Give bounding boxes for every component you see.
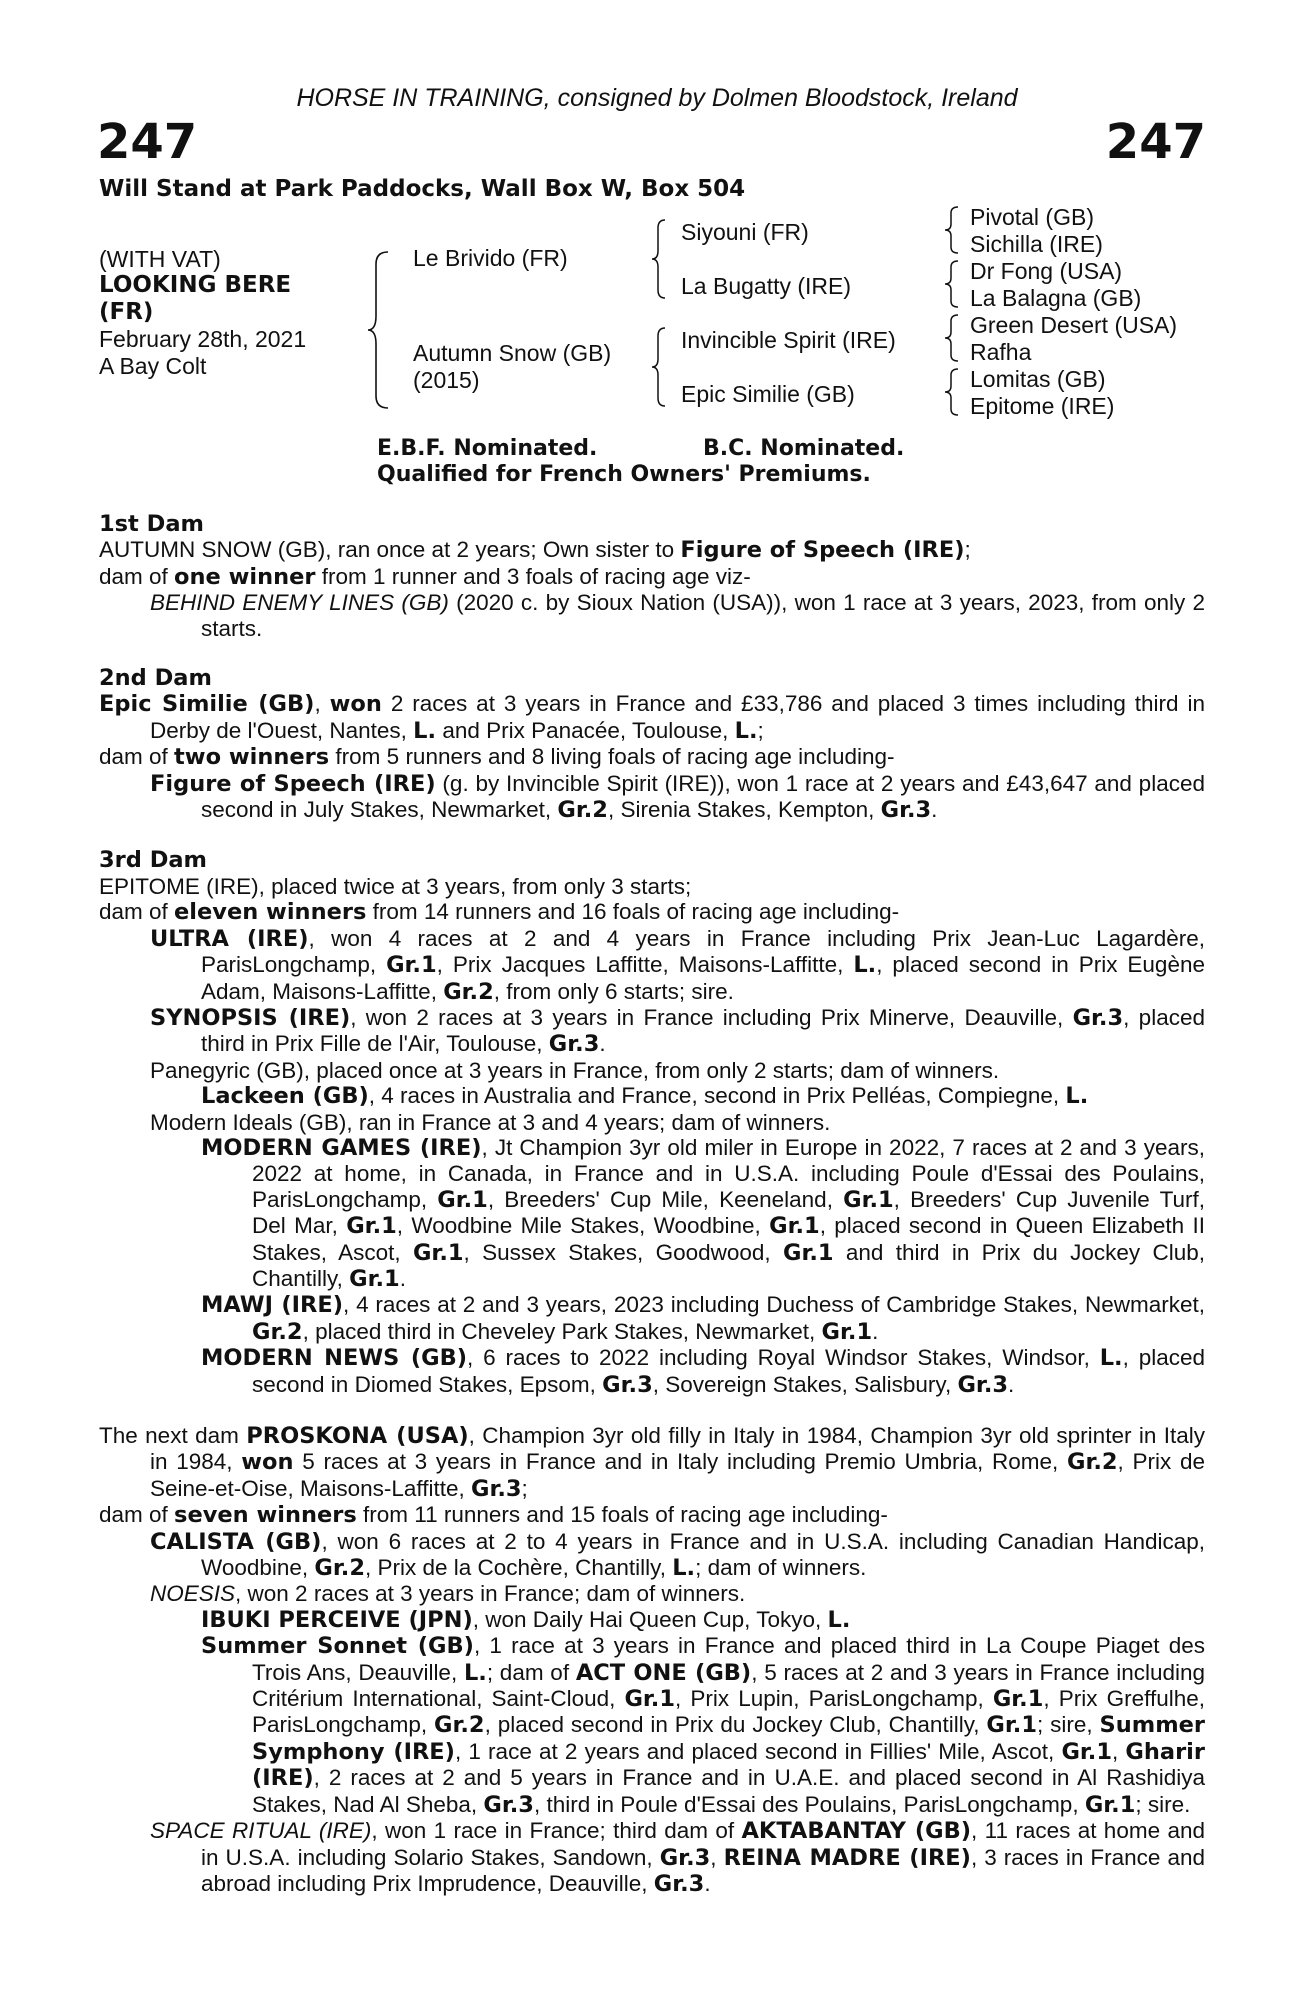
stand-location: Will Stand at Park Paddocks, Wall Box W, Box 504 bbox=[99, 176, 746, 202]
bc-nomination: B.C. Nominated. bbox=[703, 436, 905, 461]
pedigree-brace-sd bbox=[945, 259, 959, 309]
pedigree-dsd: Rafha bbox=[970, 339, 1032, 365]
second-dam-foal: Figure of Speech (IRE) (g. by Invincible Spirit (IRE)), won 1 race at 2 years and £43,647 and placed second in July Stakes, Newmarket, Gr.2, Sirenia Stakes, Kempton, Gr.3. bbox=[150, 770, 1205, 824]
third-dam-foal-panegyric: Panegyric (GB), placed once at 3 years in France, from only 2 starts; dam of winners. bbox=[150, 1057, 1000, 1083]
next-dam-foal-calista: CALISTA (GB), won 6 races at 2 to 4 years in France and in U.S.A. including Canadian Handicap, Woodbine, Gr.2, Prix de la Cochère, Chantilly, L.; dam of winners. bbox=[150, 1528, 1205, 1582]
pedigree-brace-dd bbox=[945, 367, 959, 417]
third-dam-foal-mawj: MAWJ (IRE), 4 races at 2 and 3 years, 2023 including Duchess of Cambridge Stakes, Newmarket, Gr.2, placed third in Cheveley Park Stakes, Newmarket, Gr.1. bbox=[201, 1292, 1206, 1345]
pedigree-sire: Le Brivido (FR) bbox=[413, 245, 568, 271]
next-dam-foal-space-ritual: SPACE RITUAL (IRE), won 1 race in France; third dam of AKTABANTAY (GB), 11 races at home and in U.S.A. including Solario Stakes, Sandown, Gr.3, REINA MADRE (IRE), 3 races in France and abroad including Prix Imprudence, Deauville, Gr.3. bbox=[150, 1818, 1205, 1897]
pedigree-dam: Autumn Snow (GB) bbox=[413, 340, 612, 366]
horse-name-line2: (FR) bbox=[99, 299, 154, 325]
next-dam-produce: dam of seven winners from 11 runners and 15 foals of racing age including- bbox=[99, 1502, 888, 1529]
ebf-nomination: E.B.F. Nominated. bbox=[377, 436, 598, 461]
lot-number-left: 247 bbox=[97, 114, 198, 170]
pedigree-ddd: Epitome (IRE) bbox=[970, 393, 1115, 419]
pedigree-dam-year: (2015) bbox=[413, 367, 480, 393]
next-dam-foal-noesis: NOESIS, won 2 races at 3 years in France; dam of winners. bbox=[150, 1581, 746, 1607]
pedigree-sds: Dr Fong (USA) bbox=[970, 258, 1123, 284]
first-dam-heading: 1st Dam bbox=[99, 511, 204, 537]
pedigree-sire-sire: Siyouni (FR) bbox=[681, 219, 809, 245]
horse-description: A Bay Colt bbox=[99, 353, 207, 379]
pedigree-brace-main bbox=[368, 250, 390, 410]
third-dam-foal-modern-news: MODERN NEWS (GB), 6 races to 2022 including Royal Windsor Stakes, Windsor, L., placed second in Diomed Stakes, Epsom, Gr.3, Sovereign Stakes, Salisbury, Gr.3. bbox=[201, 1345, 1205, 1398]
third-dam-foal-modern-ideals: Modern Ideals (GB), ran in France at 3 and 4 years; dam of winners. bbox=[150, 1109, 831, 1135]
third-dam-line: EPITOME (IRE), placed twice at 3 years, from only 3 starts; bbox=[99, 873, 692, 899]
consignment-header: HORSE IN TRAINING, consigned by Dolmen Bloodstock, Ireland bbox=[296, 84, 1018, 112]
pedigree-brace-dam bbox=[652, 326, 666, 408]
third-dam-foal-modern-games: MODERN GAMES (IRE), Jt Champion 3yr old miler in Europe in 2022, 7 races at 2 and 3 years, 2022 at home, in Canada, in France and in U.S.A. including Poule d'Essai des Poulains, ParisLongchamp, Gr.1, Breeders' Cup Mile, Keeneland, Gr.1, Breeders' Cup Juvenile Turf, Del Mar, Gr.1, Woodbine Mile Stakes, Woodbine, Gr.1, placed second in Queen Elizabeth II Stakes, Ascot, Gr.1, Sussex Stakes, Goodwood, Gr.1 and third in Prix du Jockey Club, Chantilly, Gr.1. bbox=[201, 1134, 1205, 1292]
third-dam-heading: 3rd Dam bbox=[99, 847, 207, 874]
pedigree-sss: Pivotal (GB) bbox=[970, 204, 1094, 230]
third-dam-foal-synopsis: SYNOPSIS (IRE), won 2 races at 3 years in France including Prix Minerve, Deauville, Gr.3, placed third in Prix Fille de l'Air, Toulouse, Gr.3. bbox=[150, 1004, 1205, 1058]
horse-name-line1: LOOKING BERE bbox=[99, 272, 292, 298]
pedigree-dss: Green Desert (USA) bbox=[970, 312, 1178, 338]
first-dam-line: AUTUMN SNOW (GB), ran once at 2 years; Own sister to Figure of Speech (IRE); bbox=[99, 537, 971, 564]
second-dam-produce: dam of two winners from 5 runners and 8 living foals of racing age including- bbox=[99, 744, 895, 771]
french-premiums: Qualified for French Owners' Premiums. bbox=[377, 462, 871, 487]
pedigree-brace-ds bbox=[945, 313, 959, 363]
pedigree-brace-sire bbox=[652, 218, 666, 300]
pedigree-dds: Lomitas (GB) bbox=[970, 366, 1106, 392]
next-dam-foal-summer-sonnet: Summer Sonnet (GB), 1 race at 3 years in France and placed third in La Coupe Piaget des Trois Ans, Deauville, L.; dam of ACT ONE (GB), 5 races at 2 and 3 years in France including Critérium International, Saint-Cloud, Gr.1, Prix Lupin, ParisLongchamp, Gr.1, Prix Greffulhe, ParisLongchamp, Gr.2, placed second in Prix du Jockey Club, Chantilly, Gr.1; sire, Summer Symphony (IRE), 1 race at 2 years and placed second in Fillies' Mile, Ascot, Gr.1, Gharir (IRE), 2 races at 2 and 5 years in France and in U.A.E. and placed second in Al Rashidiya Stakes, Nad Al Sheba, Gr.3, third in Poule d'Essai des Poulains, ParisLongchamp, Gr.1; sire. bbox=[201, 1633, 1206, 1818]
pedigree-ssd: Sichilla (IRE) bbox=[970, 231, 1103, 257]
dam-produce-record bbox=[99, 512, 1205, 1897]
lot-number-right: 247 bbox=[1105, 114, 1206, 170]
foaling-date: February 28th, 2021 bbox=[99, 326, 307, 352]
third-dam-produce: dam of eleven winners from 14 runners and 16 foals of racing age including- bbox=[99, 899, 900, 926]
first-dam-produce: dam of one winner from 1 runner and 3 foals of racing age viz- bbox=[99, 563, 751, 590]
pedigree-brace-ss bbox=[945, 205, 959, 255]
next-dam-line: The next dam PROSKONA (USA), Champion 3yr old filly in Italy in 1984, Champion 3yr old sprinter in Italy in 1984, won 5 races at 3 years in France and in Italy including Premio Umbria, Rome, Gr.2, Prix de Seine-et-Oise, Maisons-Laffitte, Gr.3; bbox=[99, 1423, 1206, 1502]
pedigree-sire-dam: La Bugatty (IRE) bbox=[681, 273, 852, 299]
pedigree-dam-dam: Epic Similie (GB) bbox=[681, 381, 855, 407]
vat-note: (WITH VAT) bbox=[99, 246, 221, 272]
pedigree-sdd: La Balagna (GB) bbox=[970, 285, 1142, 311]
third-dam-foal-lackeen: Lackeen (GB), 4 races in Australia and France, second in Prix Pelléas, Compiegne, L. bbox=[201, 1083, 1089, 1110]
second-dam-heading: 2nd Dam bbox=[99, 665, 212, 692]
next-dam-foal-ibuki: IBUKI PERCEIVE (JPN), won Daily Hai Queen Cup, Tokyo, L. bbox=[201, 1606, 851, 1633]
first-dam-foal: BEHIND ENEMY LINES (GB) (2020 c. by Sioux Nation (USA)), won 1 race at 3 years, 2023, from only 2 starts. bbox=[150, 590, 1205, 641]
third-dam-foal-ultra: ULTRA (IRE), won 4 races at 2 and 4 years in France including Prix Jean-Luc Lagardère, ParisLongchamp, Gr.1, Prix Jacques Laffitte, Maisons-Laffitte, L., placed second in Prix Eugène Adam, Maisons-Laffitte, Gr.2, from only 6 starts; sire. bbox=[150, 925, 1206, 1005]
pedigree-dam-sire: Invincible Spirit (IRE) bbox=[681, 327, 896, 353]
second-dam-line: Epic Similie (GB), won 2 races at 3 years in France and £33,786 and placed 3 times including third in Derby de l'Ouest, Nantes, L. and Prix Panacée, Toulouse, L.; bbox=[99, 691, 1205, 744]
